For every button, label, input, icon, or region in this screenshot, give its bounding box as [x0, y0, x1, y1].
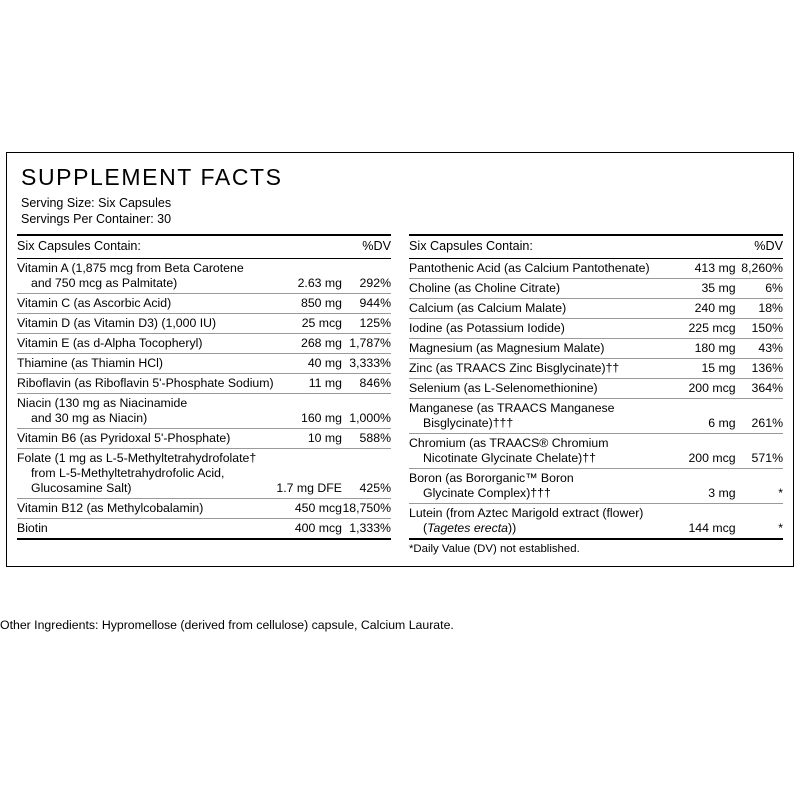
nutrient-name — [17, 393, 276, 428]
serving-size: Serving Size: Six Capsules — [21, 196, 172, 211]
table-header-row — [409, 235, 783, 258]
nutrient-amount: 144 mcg — [682, 503, 736, 539]
table-row — [409, 298, 783, 318]
nutrient-dv: 1,333% — [342, 518, 391, 539]
nutrient-dv: 588% — [342, 428, 391, 448]
nutrient-amount: 10 mg — [276, 428, 342, 448]
nutrient-name: Thiamine (as Thiamin HCl) — [17, 353, 276, 373]
nutrient-amount: 6 mg — [682, 398, 736, 433]
nutrient-name — [409, 398, 682, 433]
nutrient-name: Vitamin C (as Ascorbic Acid) — [17, 293, 276, 313]
table-row — [17, 373, 391, 393]
nutrient-name: Magnesium (as Magnesium Malate) — [409, 338, 682, 358]
table-row — [17, 448, 391, 498]
nutrient-name: Vitamin D (as Vitamin D3) (1,000 IU) — [17, 313, 276, 333]
header-label-dv: %DV — [682, 235, 783, 258]
nutrient-dv: 3,333% — [342, 353, 391, 373]
nutrient-name-line2: (Tagetes erecta)) — [423, 520, 517, 535]
nutrient-name: Riboflavin (as Riboflavin 5'-Phosphate Sodium) — [17, 373, 276, 393]
nutrient-amount: 15 mg — [682, 358, 736, 378]
nutrient-name: Vitamin B12 (as Methylcobalamin) — [17, 498, 276, 518]
nutrient-table-right — [409, 234, 783, 558]
other-ingredients: Other Ingredients: Hypromellose (derived from cellulose) capsule, Calcium Laurate. — [0, 618, 454, 632]
table-row — [409, 318, 783, 338]
header-label-name: Six Capsules Contain: — [409, 235, 682, 258]
table-row — [409, 338, 783, 358]
table-row — [17, 333, 391, 353]
nutrient-dv: 571% — [736, 433, 783, 468]
nutrient-amount: 160 mg — [276, 393, 342, 428]
nutrient-dv: 944% — [342, 293, 391, 313]
table-row — [409, 358, 783, 378]
nutrient-name-line1: Lutein (from Aztec Marigold extract (flower) — [409, 505, 644, 520]
nutrient-name-line2: Glycinate Complex)††† — [423, 485, 551, 500]
nutrient-name-line1: Boron (as Bororganic™ Boron — [409, 470, 574, 485]
nutrient-name: Zinc (as TRAACS Zinc Bisglycinate)†† — [409, 358, 682, 378]
nutrient-amount: 25 mcg — [276, 313, 342, 333]
nutrient-amount: 400 mcg — [276, 518, 342, 539]
nutrient-name — [409, 468, 682, 503]
nutrient-name-line1: Niacin (130 mg as Niacinamide — [17, 395, 188, 410]
table-row — [17, 393, 391, 428]
header-label-dv: %DV — [276, 235, 391, 258]
nutrient-dv: 1,787% — [342, 333, 391, 353]
daily-value-footnote: *Daily Value (DV) not established. — [409, 542, 580, 555]
nutrient-name: Biotin — [17, 518, 276, 539]
nutrient-name: Selenium (as L-Selenomethionine) — [409, 378, 682, 398]
nutrient-amount: 225 mcg — [682, 318, 736, 338]
nutrient-dv: * — [736, 468, 783, 503]
nutrient-name-line2: Bisglycinate)††† — [423, 415, 514, 430]
nutrient-amount: 268 mg — [276, 333, 342, 353]
nutrient-amount: 180 mg — [682, 338, 736, 358]
nutrient-amount: 3 mg — [682, 468, 736, 503]
nutrient-dv: 136% — [736, 358, 783, 378]
nutrient-dv: 261% — [736, 398, 783, 433]
table-row — [409, 468, 783, 503]
table-row — [17, 518, 391, 539]
nutrient-dv: 6% — [736, 278, 783, 298]
nutrient-name-line2: and 30 mg as Niacin) — [31, 410, 148, 425]
nutrient-dv: 150% — [736, 318, 783, 338]
facts-column-left — [17, 234, 400, 558]
nutrient-name-latin: Tagetes erecta — [427, 520, 509, 535]
table-row — [17, 498, 391, 518]
nutrient-dv: * — [736, 503, 783, 539]
nutrient-name: Choline (as Choline Citrate) — [409, 278, 682, 298]
nutrient-name-line1: Chromium (as TRAACS® Chromium — [409, 435, 609, 450]
header-label-name: Six Capsules Contain: — [17, 235, 276, 258]
nutrient-name — [17, 448, 276, 498]
table-row — [17, 313, 391, 333]
nutrient-amount: 240 mg — [682, 298, 736, 318]
nutrient-amount: 35 mg — [682, 278, 736, 298]
nutrient-table-left — [17, 234, 391, 539]
nutrient-name: Pantothenic Acid (as Calcium Pantothenate) — [409, 258, 682, 278]
nutrient-dv: 1,000% — [342, 393, 391, 428]
table-row — [409, 433, 783, 468]
nutrient-name — [409, 503, 682, 539]
supplement-facts-panel — [6, 152, 794, 567]
nutrient-name: Calcium (as Calcium Malate) — [409, 298, 682, 318]
facts-column-right — [400, 234, 783, 558]
table-row — [409, 258, 783, 278]
nutrient-name-line2: Nicotinate Glycinate Chelate)†† — [423, 450, 596, 465]
nutrient-amount: 1.7 mg DFE — [276, 448, 342, 498]
nutrient-dv: 364% — [736, 378, 783, 398]
nutrient-dv: 846% — [342, 373, 391, 393]
table-row — [409, 503, 783, 539]
nutrient-name — [409, 433, 682, 468]
table-row — [17, 258, 391, 293]
nutrient-dv: 43% — [736, 338, 783, 358]
table-row — [409, 378, 783, 398]
page-title: SUPPLEMENT FACTS — [21, 164, 283, 190]
nutrient-name: Vitamin B6 (as Pyridoxal 5'-Phosphate) — [17, 428, 276, 448]
table-row — [409, 398, 783, 433]
servings-per-container: Servings Per Container: 30 — [21, 212, 172, 227]
table-row — [17, 293, 391, 313]
nutrient-amount: 2.63 mg — [276, 258, 342, 293]
table-row — [17, 428, 391, 448]
nutrient-name-line2-suffix: )) — [508, 520, 517, 535]
nutrient-name: Vitamin E (as d-Alpha Tocopheryl) — [17, 333, 276, 353]
nutrient-dv: 425% — [342, 448, 391, 498]
nutrient-name-line2: from L-5-Methyltetrahydrofolic Acid, — [31, 465, 225, 480]
nutrient-amount: 200 mcg — [682, 378, 736, 398]
nutrient-dv: 8,260% — [736, 258, 783, 278]
footnote-row — [409, 539, 783, 559]
nutrient-amount: 850 mg — [276, 293, 342, 313]
nutrient-amount: 11 mg — [276, 373, 342, 393]
nutrient-name-line1: Folate (1 mg as L-5-Methyltetrahydrofolate† — [17, 450, 257, 465]
nutrient-amount: 413 mg — [682, 258, 736, 278]
table-header-row — [17, 235, 391, 258]
nutrient-name-line1: Vitamin A (1,875 mcg from Beta Carotene — [17, 260, 244, 275]
nutrient-amount: 200 mcg — [682, 433, 736, 468]
nutrient-name-line3: Glucosamine Salt) — [31, 480, 132, 495]
nutrient-amount: 40 mg — [276, 353, 342, 373]
nutrient-name — [17, 258, 276, 293]
table-row — [409, 278, 783, 298]
nutrient-name: Iodine (as Potassium Iodide) — [409, 318, 682, 338]
nutrient-dv: 18,750% — [342, 498, 391, 518]
nutrient-dv: 125% — [342, 313, 391, 333]
nutrient-name-line1: Manganese (as TRAACS Manganese — [409, 400, 615, 415]
nutrient-dv: 292% — [342, 258, 391, 293]
nutrient-dv: 18% — [736, 298, 783, 318]
facts-columns — [17, 234, 783, 558]
table-row — [17, 353, 391, 373]
nutrient-name-line2: and 750 mcg as Palmitate) — [31, 275, 178, 290]
nutrient-amount: 450 mcg — [276, 498, 342, 518]
